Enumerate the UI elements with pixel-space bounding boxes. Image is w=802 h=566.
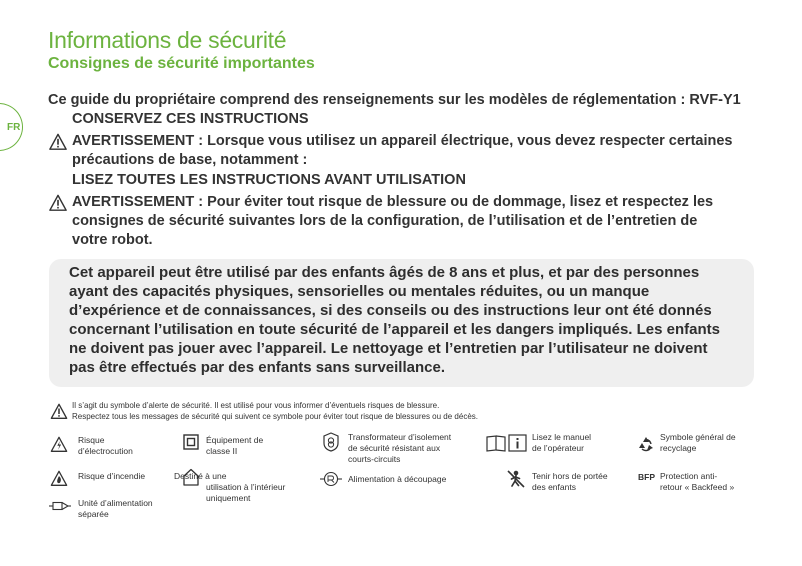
language-tab-label: FR	[7, 122, 21, 133]
legend-transformer: Transformateur d’isolement de sécurité résistant aux courts-circuits	[348, 432, 452, 464]
switching-power-icon	[320, 471, 342, 487]
isolating-transformer-icon	[322, 432, 340, 452]
notice-line: Cet appareil peut être utilisé par des enfants âgés de 8 ans et plus, et par des personnes	[69, 264, 700, 281]
legend-indoor-intro: Destiné à une	[174, 471, 227, 481]
fire-risk-icon	[50, 470, 68, 487]
page-title: Informations de sécurité	[48, 27, 287, 53]
recycling-icon	[637, 435, 655, 453]
legend-switching: Alimentation à découpage	[348, 474, 447, 484]
legend-bfp: Protection anti- retour « Backfeed »	[660, 471, 735, 492]
bfp-icon: BFP	[638, 472, 655, 482]
read-manual-icon	[486, 434, 528, 452]
intro-keep-instructions: CONSERVEZ CES INSTRUCTIONS	[72, 111, 309, 127]
separate-power-unit-icon	[49, 501, 71, 511]
symbol-note-line2: Respectez tous les messages de sécurité qui suivent ce symbole pour éviter tout risque de blessures ou de décès.	[72, 412, 478, 421]
legend-electrocution: Risque d’électrocution	[78, 435, 133, 456]
warning1-line2: précautions de base, notamment :	[72, 152, 308, 168]
class2-icon	[183, 434, 199, 450]
warning-triangle-icon	[49, 133, 67, 151]
legend-fire: Risque d’incendie	[78, 471, 146, 481]
legend-recycling: Symbole général de recyclage	[660, 432, 736, 453]
notice-line: d’expérience et de connaissances, si des conseils ou des instructions leur ont été donnés	[69, 302, 712, 319]
legend-class2: Équipement de classe II	[206, 435, 264, 456]
symbol-note-line1: Il s’agit du symbole d’alerte de sécurité. Il est utilisé pour vous informer d’éventuels risques de blessure.	[72, 401, 440, 410]
warning1-line3: LISEZ TOUTES LES INSTRUCTIONS AVANT UTILISATION	[72, 172, 466, 188]
notice-line: pas être effectués par des enfants sans surveillance.	[69, 359, 446, 376]
warning2-line2: consignes de sécurité suivantes lors de la configuration, de l’utilisation et de l’entretien de	[72, 213, 698, 229]
warning1-line1: AVERTISSEMENT : Lorsque vous utilisez un appareil électrique, vous devez respecter certaines	[72, 133, 733, 149]
legend-separate-power: Unité d’alimentation séparée	[78, 498, 153, 519]
warning-triangle-icon	[49, 194, 67, 212]
safety-alert-icon	[50, 403, 68, 420]
keep-away-children-icon	[506, 469, 526, 489]
notice-line: ayant des capacités physiques, sensorielles ou mentales réduites, ou un manque	[69, 283, 650, 300]
warning2-line1: AVERTISSEMENT : Pour éviter tout risque de blessure ou de dommage, lisez et respectez les	[72, 194, 714, 210]
legend-manual: Lisez le manuel de l’opérateur	[532, 432, 592, 453]
intro-models-line: Ce guide du propriétaire comprend des renseignements sur les modèles de réglementation : RVF-Y1	[48, 92, 741, 108]
warning2-line3: votre robot.	[72, 232, 153, 248]
children-notice-box	[49, 259, 754, 387]
electrocution-icon	[50, 436, 68, 453]
page-subtitle: Consignes de sécurité importantes	[48, 55, 315, 72]
legend-indoor: utilisation à l’intérieur uniquement	[206, 482, 286, 503]
indoor-use-icon	[183, 468, 199, 486]
notice-line: concernant l’utilisation en toute sécurité de l’appareil et les dangers impliqués. Les enfants	[69, 321, 720, 338]
notice-line: ne doivent pas jouer avec l’appareil. Le nettoyage et l’entretien par l’utilisateur ne doivent	[69, 340, 708, 357]
legend-children: Tenir hors de portée des enfants	[532, 471, 608, 492]
